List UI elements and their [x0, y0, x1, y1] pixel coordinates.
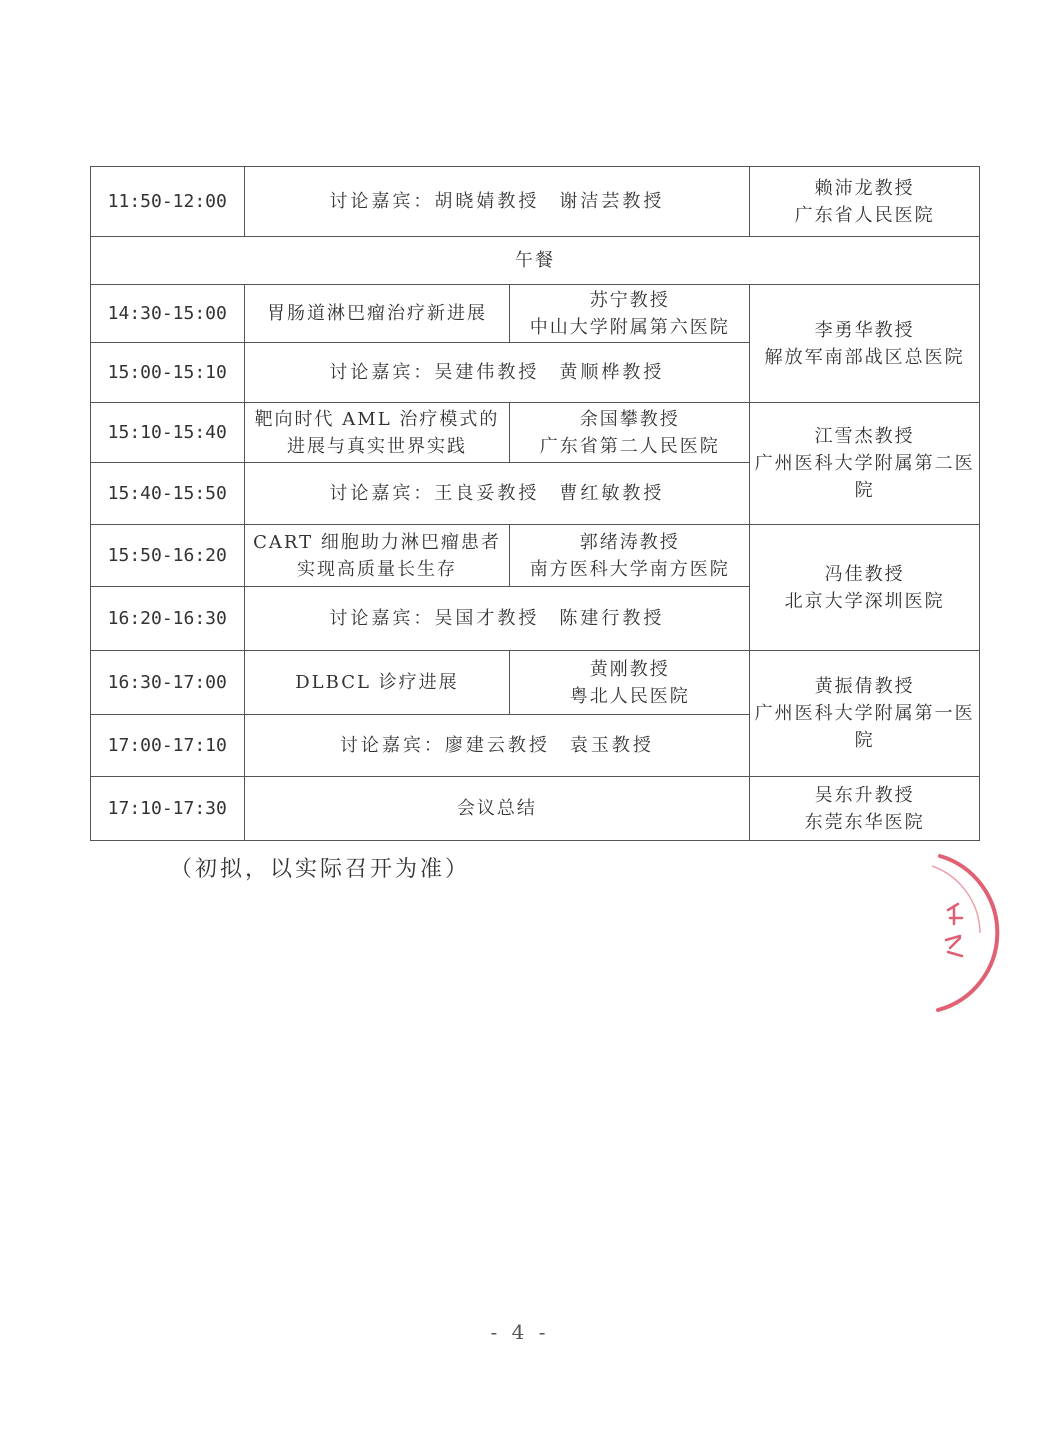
speaker-name: 郭绪涛教授	[579, 531, 680, 553]
discussion-label: 讨论嘉宾：	[329, 483, 435, 504]
discussion-guest: 吴国才教授	[434, 608, 540, 629]
chair-name: 李勇华教授	[814, 319, 915, 341]
chair-name: 黄振倩教授	[814, 676, 915, 697]
discussion-label: 讨论嘉宾：	[329, 362, 435, 383]
chair-name: 冯佳教授	[824, 563, 905, 585]
topic-cell: 胃肠道淋巴瘤治疗新进展	[244, 285, 510, 343]
speaker-name: 余国攀教授	[579, 408, 680, 430]
table-row	[91, 777, 980, 841]
discussion-cell	[244, 343, 750, 403]
table-row	[91, 167, 980, 237]
discussion-cell	[244, 463, 750, 525]
table-row	[91, 525, 980, 587]
topic-cell: CART 细胞助力淋巴瘤患者实现高质量长生存	[244, 525, 510, 587]
chair-affiliation: 北京大学深圳医院	[784, 590, 945, 612]
table-row	[91, 285, 980, 343]
discussion-guest: 谢洁芸教授	[559, 191, 665, 212]
discussion-cell	[244, 715, 750, 777]
speaker-cell	[510, 651, 750, 715]
chair-affiliation: 解放军南部战区总医院	[764, 346, 965, 368]
table-row	[91, 651, 980, 715]
summary-cell: 会议总结	[244, 777, 750, 841]
chair-cell	[750, 403, 980, 525]
discussion-guest: 曹红敏教授	[559, 483, 665, 504]
official-seal-stamp	[920, 848, 1000, 1018]
speaker-cell	[510, 285, 750, 343]
speaker-affiliation: 粤北人民医院	[569, 685, 690, 707]
discussion-guest: 吴建伟教授	[434, 362, 540, 383]
schedule-table	[90, 166, 980, 841]
speaker-cell	[510, 403, 750, 463]
discussion-guest: 胡晓婧教授	[434, 191, 540, 212]
chair-cell	[750, 651, 980, 777]
discussion-cell	[244, 167, 750, 237]
chair-cell	[750, 167, 980, 237]
discussion-guest: 廖建云教授	[444, 735, 550, 756]
discussion-guest: 王良妥教授	[434, 483, 540, 504]
draft-note: （初拟，以实际召开为准）	[170, 857, 471, 882]
chair-affiliation: 广东省人民医院	[794, 204, 935, 226]
speaker-cell	[510, 525, 750, 587]
time-cell: 16:30-17:00	[91, 651, 245, 715]
discussion-label: 讨论嘉宾：	[329, 191, 435, 212]
chair-name: 赖沛龙教授	[814, 177, 915, 199]
discussion-cell	[244, 587, 750, 651]
speaker-affiliation: 中山大学附属第六医院	[529, 316, 730, 338]
chair-affiliation: 东莞东华医院	[804, 811, 925, 833]
time-cell: 16:20-16:30	[91, 587, 245, 651]
speaker-name: 黄刚教授	[589, 658, 670, 680]
chair-affiliation: 广州医科大学附属第二医院	[754, 453, 975, 501]
chair-cell	[750, 285, 980, 403]
table-row	[91, 237, 980, 285]
chair-name: 江雪杰教授	[814, 426, 915, 447]
discussion-guest: 袁玉教授	[569, 735, 654, 756]
chair-cell	[750, 777, 980, 841]
discussion-guest: 陈建行教授	[559, 608, 665, 629]
time-cell: 17:10-17:30	[91, 777, 245, 841]
time-cell: 17:00-17:10	[91, 715, 245, 777]
chair-name: 吴东升教授	[814, 784, 915, 806]
time-cell: 15:50-16:20	[91, 525, 245, 587]
discussion-guest: 黄顺桦教授	[559, 362, 665, 383]
topic-cell: 靶向时代 AML 治疗模式的进展与真实世界实践	[244, 403, 510, 463]
discussion-label: 讨论嘉宾：	[339, 735, 445, 756]
discussion-label: 讨论嘉宾：	[329, 608, 435, 629]
table-row	[91, 403, 980, 463]
chair-affiliation: 广州医科大学附属第一医院	[754, 703, 975, 751]
chair-cell	[750, 525, 980, 651]
speaker-affiliation: 南方医科大学南方医院	[529, 558, 730, 580]
topic-cell: DLBCL 诊疗进展	[244, 651, 510, 715]
time-cell: 14:30-15:00	[91, 285, 245, 343]
time-cell: 15:00-15:10	[91, 343, 245, 403]
lunch-cell: 午餐	[91, 237, 980, 285]
time-cell: 11:50-12:00	[91, 167, 245, 237]
speaker-affiliation: 广东省第二人民医院	[539, 435, 720, 457]
time-cell: 15:10-15:40	[91, 403, 245, 463]
time-cell: 15:40-15:50	[91, 463, 245, 525]
speaker-name: 苏宁教授	[589, 289, 670, 311]
page-number: - 4 -	[490, 1320, 550, 1344]
